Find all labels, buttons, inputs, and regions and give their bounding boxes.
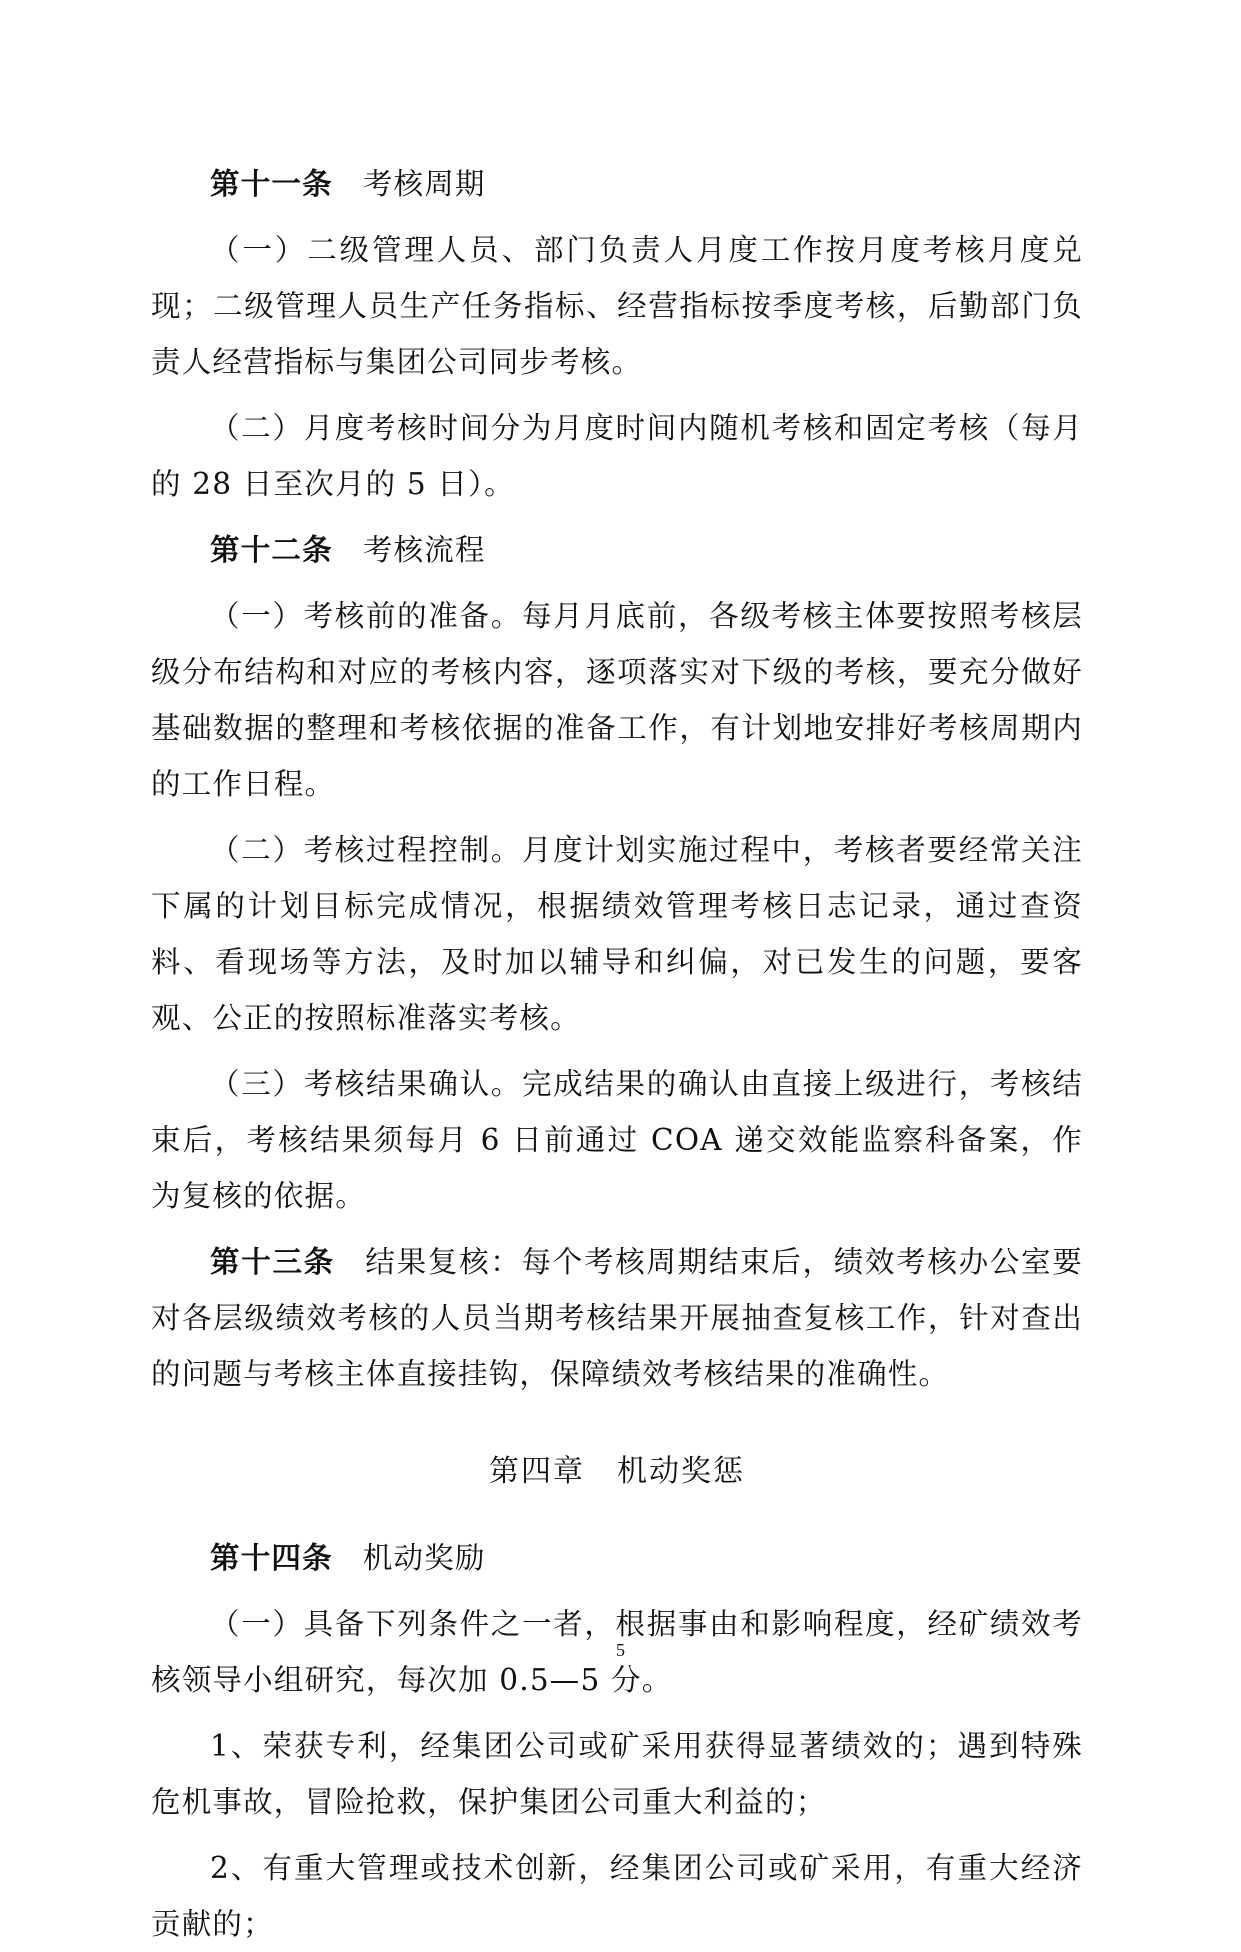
body-paragraph: （二）考核过程控制。月度计划实施过程中，考核者要经常关注下属的计划目标完成情况，根据绩效管理考核日志记录，通过查资料、看现场等方法，及时加以辅导和纠偏，对已发生的问题，要客观、公正的按照标准落实考核。: [151, 833, 1083, 1035]
body-paragraph: （一）考核前的准备。每月月底前，各级考核主体要按照考核层级分布结构和对应的考核内容，逐项落实对下级的考核，要充分做好基础数据的整理和考核依据的准备工作，有计划地安排好考核周期内的工作日程。: [151, 599, 1083, 801]
article-14: [151, 1530, 1083, 1586]
body-paragraph: （一）具备下列条件之一者，根据事由和影响程度，经矿绩效考核领导小组研究，每次加 0.5—5 分。: [151, 1607, 1083, 1697]
document-body: [151, 156, 1083, 1952]
article-11: [151, 156, 1083, 212]
article-heading-text: 机动奖励: [362, 1541, 486, 1575]
article-body-text: 结果复核：每个考核周期结束后，绩效考核办公室要对各层级绩效考核的人员当期考核结果开展抽查复核工作，针对查出的问题与考核主体直接挂钩，保障绩效考核结果的准确性。: [151, 1245, 1083, 1391]
body-paragraph: 1、荣获专利，经集团公司或矿采用获得显著绩效的；遇到特殊危机事故，冒险抢救，保护集团公司重大利益的；: [151, 1729, 1083, 1819]
body-paragraph: （三）考核结果确认。完成结果的确认由直接上级进行，考核结束后，考核结果须每月 6 日前通过 COA 递交效能监察科备案，作为复核的依据。: [151, 1067, 1083, 1213]
body-paragraph: （二）月度考核时间分为月度时间内随机考核和固定考核（每月的 28 日至次月的 5 日）。: [151, 411, 1083, 501]
article-title: 第十二条: [210, 533, 333, 567]
article-12: [151, 522, 1083, 578]
article-title: 第十一条: [210, 167, 333, 201]
body-paragraph: （一）二级管理人员、部门负责人月度工作按月度考核月度兑现；二级管理人员生产任务指标、经营指标按季度考核，后勤部门负责人经营指标与集团公司同步考核。: [151, 233, 1083, 379]
chapter-heading: 第四章 机动奖惩: [489, 1454, 745, 1489]
page-number: 5: [616, 1640, 625, 1660]
body-paragraph: 2、有重大管理或技术创新，经集团公司或矿采用，有重大经济贡献的；: [151, 1851, 1083, 1941]
article-title: 第十四条: [210, 1541, 333, 1575]
article-heading-text: 考核周期: [362, 167, 486, 201]
article-heading-text: 考核流程: [362, 533, 486, 567]
article-title: 第十三条: [210, 1245, 335, 1279]
article-13: [151, 1234, 1083, 1402]
